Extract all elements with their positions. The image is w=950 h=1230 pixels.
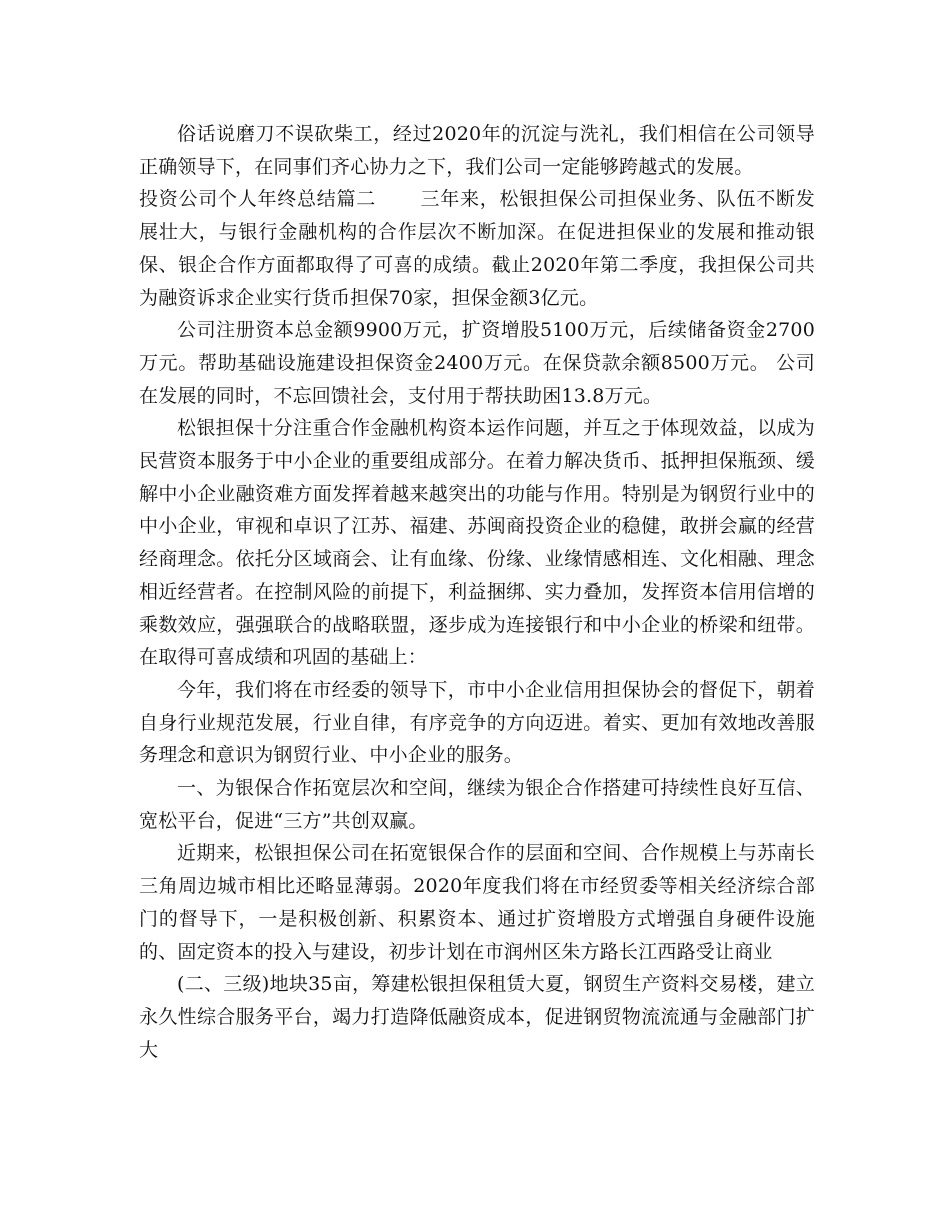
paragraph-8 <box>139 968 815 1066</box>
paragraph-6-text: 一、为银保合作拓宽层次和空间，继续为银企合作搭建可持续性良好互信、宽松平台，促进“三方”共创双赢。 <box>139 777 815 832</box>
paragraph-4 <box>139 412 815 674</box>
paragraph-3 <box>139 314 815 412</box>
paragraph-4-text: 松银担保十分注重合作金融机构资本运作问题，并互之于体现效益，以成为民营资本服务于中小企业的重要组成部分。在着力解决货币、抵押担保瓶颈、缓解中小企业融资难方面发挥着越来越突出的功能与作用。特别是为钢贸行业中的中小企业，审视和卓识了江苏、福建、苏闽商投资企业的稳健，敢拼会赢的经营经商理念。依托分区域商会、让有血缘、份缘、业缘情感相连、文化相融、理念相近经营者。在控制风险的前提下，利益捆绑、实力叠加，发挥资本信用信增的乘数效应，强强联合的战略联盟，逐步成为连接银行和中小企业的桥梁和纽带。在取得可喜成绩和巩固的基础上： <box>139 417 815 669</box>
section-title: 投资公司个人年终总结篇二 <box>139 188 376 211</box>
paragraph-5-text: 今年，我们将在市经委的领导下，市中小企业信用担保协会的督促下，朝着自身行业规范发展，行业自律，有序竞争的方向迈进。着实、更加有效地改善服务理念和意识为钢贸行业、中小企业的服务。 <box>139 678 815 767</box>
paragraph-7-text: 近期来，松银担保公司在拓宽银保合作的层面和空间、合作规模上与苏南长三角周边城市相比还略显薄弱。2020年度我们将在市经贸委等相关经济综合部门的督导下，一是积极创新、积累资本、通过扩资增股方式增强自身硬件设施的、固定资本的投入与建设，初步计划在市润州区朱方路长江西路受让商业 <box>139 842 815 963</box>
paragraph-3-text: 公司注册资本总金额9900万元，扩资增股5100万元，后续储备资金2700万元。帮助基础设施建设担保资金2400万元。在保贷款余额8500万元。 公司在发展的同时，不忘回馈社会，支付用于帮扶助困13.8万元。 <box>139 319 815 407</box>
paragraph-5 <box>139 674 815 772</box>
paragraph-7 <box>139 837 815 968</box>
paragraph-1-text: 俗话说磨刀不误砍柴工，经过2020年的沉淀与洗礼，我们相信在公司领导正确领导下，在同事们齐心协力之下，我们公司一定能够跨越式的发展。 <box>139 123 815 178</box>
paragraph-2-text: 三年来，松银担保公司担保业务、队伍不断发展壮大，与银行金融机构的合作层次不断加深。在促进担保业的发展和推动银保、银企合作方面都取得了可喜的成绩。截止2020年第二季度，我担保公司共为融资诉求企业实行货币担保70家，担保金额3亿元。 <box>139 188 815 309</box>
paragraph-8-text: (二、三级)地块35亩，筹建松银担保租赁大夏，钢贸生产资料交易楼，建立永久性综合服务平台，竭力打造降低融资成本，促进钢贸物流流通与金融部门扩大 <box>139 973 815 1061</box>
document-body <box>139 118 815 1066</box>
paragraph-6 <box>139 772 815 837</box>
paragraph-2 <box>139 183 815 314</box>
paragraph-1 <box>139 118 815 183</box>
